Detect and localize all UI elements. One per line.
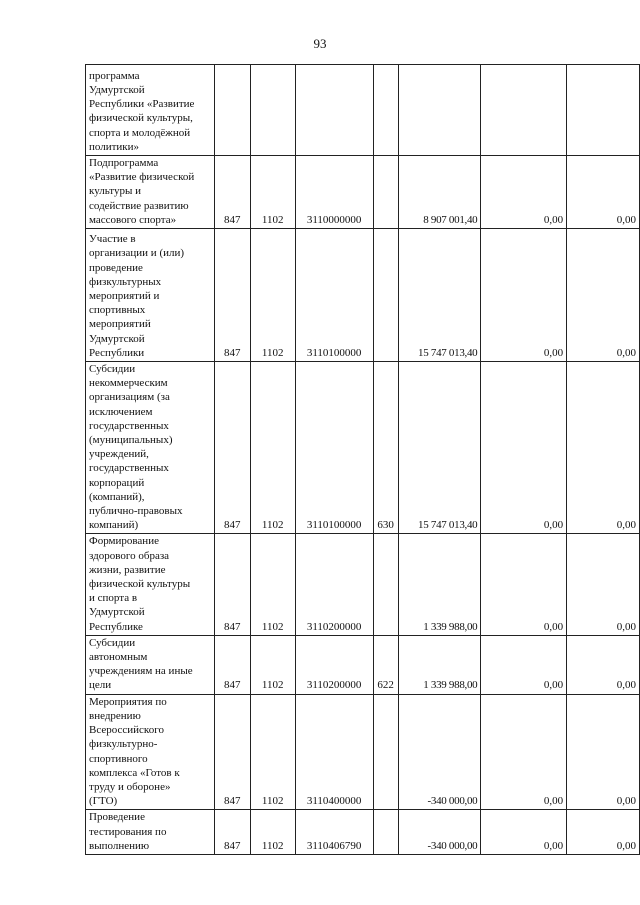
row-name-text: Субсидии автономным учреждениям на иные цели [89,636,193,692]
target-article-cell: 3110100000 [295,229,373,362]
row-name-cell [86,694,215,810]
sum-year2-cell: 0,00 [481,694,567,810]
razdel-cell: 1102 [250,635,295,694]
table-row [86,635,640,694]
sum-change-cell: -340 000,00 [398,694,481,810]
table-row [86,362,640,534]
sum-year2-cell: 0,00 [481,156,567,229]
budget-table-body [86,65,640,855]
row-name-text: Подпрограмма «Развитие физической культуры и содействие развитию массового спорта» [89,157,195,226]
grbs-cell: 847 [214,229,250,362]
target-article-cell: 3110000000 [295,156,373,229]
grbs-cell: 847 [214,362,250,534]
razdel-cell: 1102 [250,229,295,362]
sum-year3-cell [567,65,640,156]
sum-change-cell: 8 907 001,40 [398,156,481,229]
table-row [86,156,640,229]
table-row [86,694,640,810]
expense-type-cell [373,65,398,156]
row-name-cell [86,156,215,229]
expense-type-cell [373,156,398,229]
row-name-cell [86,65,215,156]
razdel-cell [250,65,295,156]
row-name-text: Мероприятия по внедрению Всероссийского физкультурно- спортивного комплекса «Готов к труду и обороне» (ГТО) [89,695,180,808]
sum-year2-cell: 0,00 [481,635,567,694]
row-name-text: Участие в организации и (или) проведение физкультурных мероприятий и спортивных мероприятий Удмуртской Республики [89,233,185,359]
sum-year2-cell: 0,00 [481,534,567,635]
row-name-cell [86,229,215,362]
expense-type-cell [373,694,398,810]
target-article-cell: 3110200000 [295,534,373,635]
expense-type-cell [373,229,398,362]
sum-year3-cell: 0,00 [567,810,640,855]
table-row [86,534,640,635]
row-name-cell [86,810,215,855]
sum-year3-cell: 0,00 [567,534,640,635]
table-row [86,65,640,156]
sum-change-cell: 15 747 013,40 [398,362,481,534]
razdel-cell: 1102 [250,156,295,229]
sum-year3-cell: 0,00 [567,635,640,694]
row-name-text: Субсидии некоммерческим организациям (за исключением государственных (муниципальных) учреждений, государственных корпораций (компаний), публично-правовых компаний) [89,363,183,532]
expense-type-cell [373,534,398,635]
target-article-cell: 3110100000 [295,362,373,534]
sum-year3-cell: 0,00 [567,362,640,534]
sum-year2-cell [481,65,567,156]
sum-change-cell: 15 747 013,40 [398,229,481,362]
expense-type-cell [373,810,398,855]
expense-type-cell: 630 [373,362,398,534]
sum-year3-cell: 0,00 [567,229,640,362]
grbs-cell: 847 [214,810,250,855]
expense-type-cell: 622 [373,635,398,694]
table-row [86,810,640,855]
sum-year3-cell: 0,00 [567,694,640,810]
sum-change-cell: 1 339 988,00 [398,635,481,694]
grbs-cell: 847 [214,156,250,229]
grbs-cell: 847 [214,694,250,810]
target-article-cell: 3110406790 [295,810,373,855]
razdel-cell: 1102 [250,694,295,810]
grbs-cell [214,65,250,156]
grbs-cell: 847 [214,534,250,635]
sum-year2-cell: 0,00 [481,229,567,362]
sum-year3-cell: 0,00 [567,156,640,229]
table-row [86,229,640,362]
row-name-cell [86,635,215,694]
budget-table [85,64,640,855]
row-name-text: Проведение тестирования по выполнению [89,811,167,852]
row-name-cell [86,362,215,534]
target-article-cell: 3110200000 [295,635,373,694]
row-name-text: программа Удмуртской Республики «Развитие физической культуры, спорта и молодёжной политики» [89,69,195,153]
row-name-cell [86,534,215,635]
sum-year2-cell: 0,00 [481,362,567,534]
razdel-cell: 1102 [250,534,295,635]
sum-change-cell [398,65,481,156]
sum-change-cell: -340 000,00 [398,810,481,855]
grbs-cell: 847 [214,635,250,694]
target-article-cell: 3110400000 [295,694,373,810]
razdel-cell: 1102 [250,810,295,855]
sum-change-cell: 1 339 988,00 [398,534,481,635]
razdel-cell: 1102 [250,362,295,534]
row-name-text: Формирование здорового образа жизни, развитие физической культуры и спорта в Удмуртской Республике [89,535,191,633]
page-number: 93 [313,36,327,51]
sum-year2-cell: 0,00 [481,810,567,855]
target-article-cell [295,65,373,156]
